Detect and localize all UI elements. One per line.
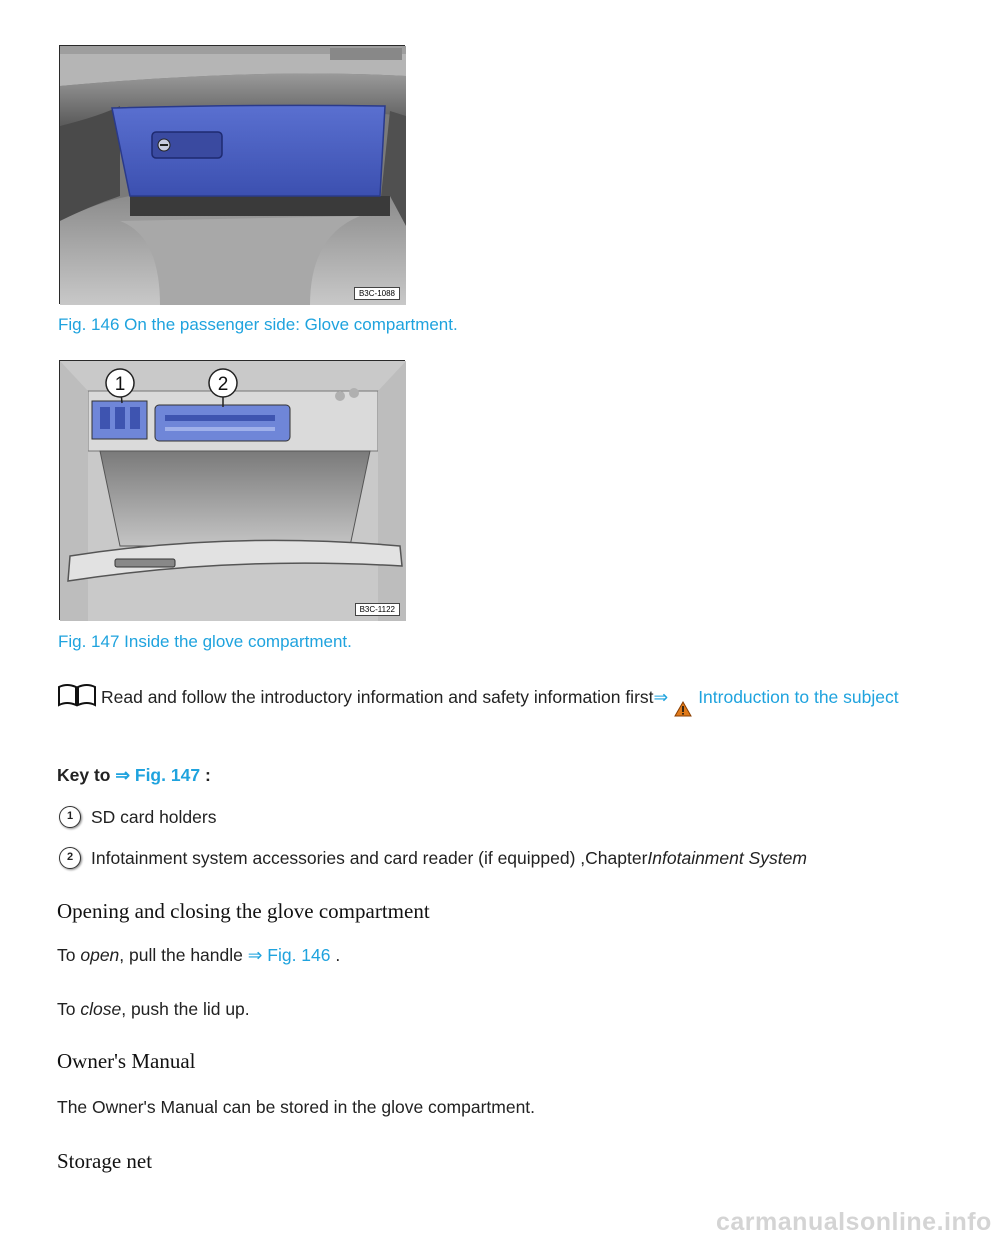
key-colon: : [204,765,211,785]
key-item-2-text: Infotainment system accessories and card reader (if equipped) ,Chapter [91,847,648,868]
key-item-1-text: SD card holders [91,806,217,827]
figure-147-callout-1: 1 [114,374,126,395]
figure-146-code: B3C-1088 [354,287,400,300]
figure-146-image [59,45,405,304]
watermark: carmanualsonline.info [716,1208,992,1236]
key-item-2-number: 2 [59,847,81,869]
warning-icon [674,696,692,726]
close-end: , push the lid up. [121,999,250,1019]
key-label: Key to [57,765,111,785]
intro-paragraph [57,682,900,726]
key-item-1-number: 1 [59,806,81,828]
key-item-1 [59,806,216,828]
figure-147-image [59,360,405,620]
close-instruction [57,999,900,1020]
key-label-line [57,765,900,786]
open-prefix: To [57,945,81,965]
intro-text: Read and follow the introductory information and safety information first [101,687,654,707]
heading-opening-closing: Opening and closing the glove compartment [57,899,430,923]
open-figure-link[interactable]: ⇒ Fig. 146 [247,945,331,965]
close-prefix: To [57,999,81,1019]
open-end: . [330,945,341,965]
close-word: close [80,999,122,1019]
open-mid: , pull the handle [119,945,248,965]
heading-storage-net: Storage net [57,1149,153,1173]
key-figure-link[interactable]: ⇒ Fig. 147 [115,765,201,785]
key-item-2 [59,847,807,869]
intro-arrow[interactable]: ⇒ [653,687,669,707]
heading-owners-manual: Owner's Manual [57,1049,196,1073]
figure-147-callout-2: 2 [217,374,229,395]
open-instruction [57,945,900,966]
figure-146-caption: Fig. 146 On the passenger side: Glove compartment. [58,315,458,334]
intro-link[interactable]: Introduction to the subject [698,687,899,707]
owners-manual-text: The Owner's Manual can be stored in the glove compartment. [57,1097,536,1117]
figure-147-code: B3C-1122 [355,603,400,616]
figure-147-caption: Fig. 147 Inside the glove compartment. [58,632,352,651]
open-word: open [80,945,120,965]
key-item-2-chapter[interactable]: Infotainment System [647,847,807,868]
book-icon [57,683,97,716]
